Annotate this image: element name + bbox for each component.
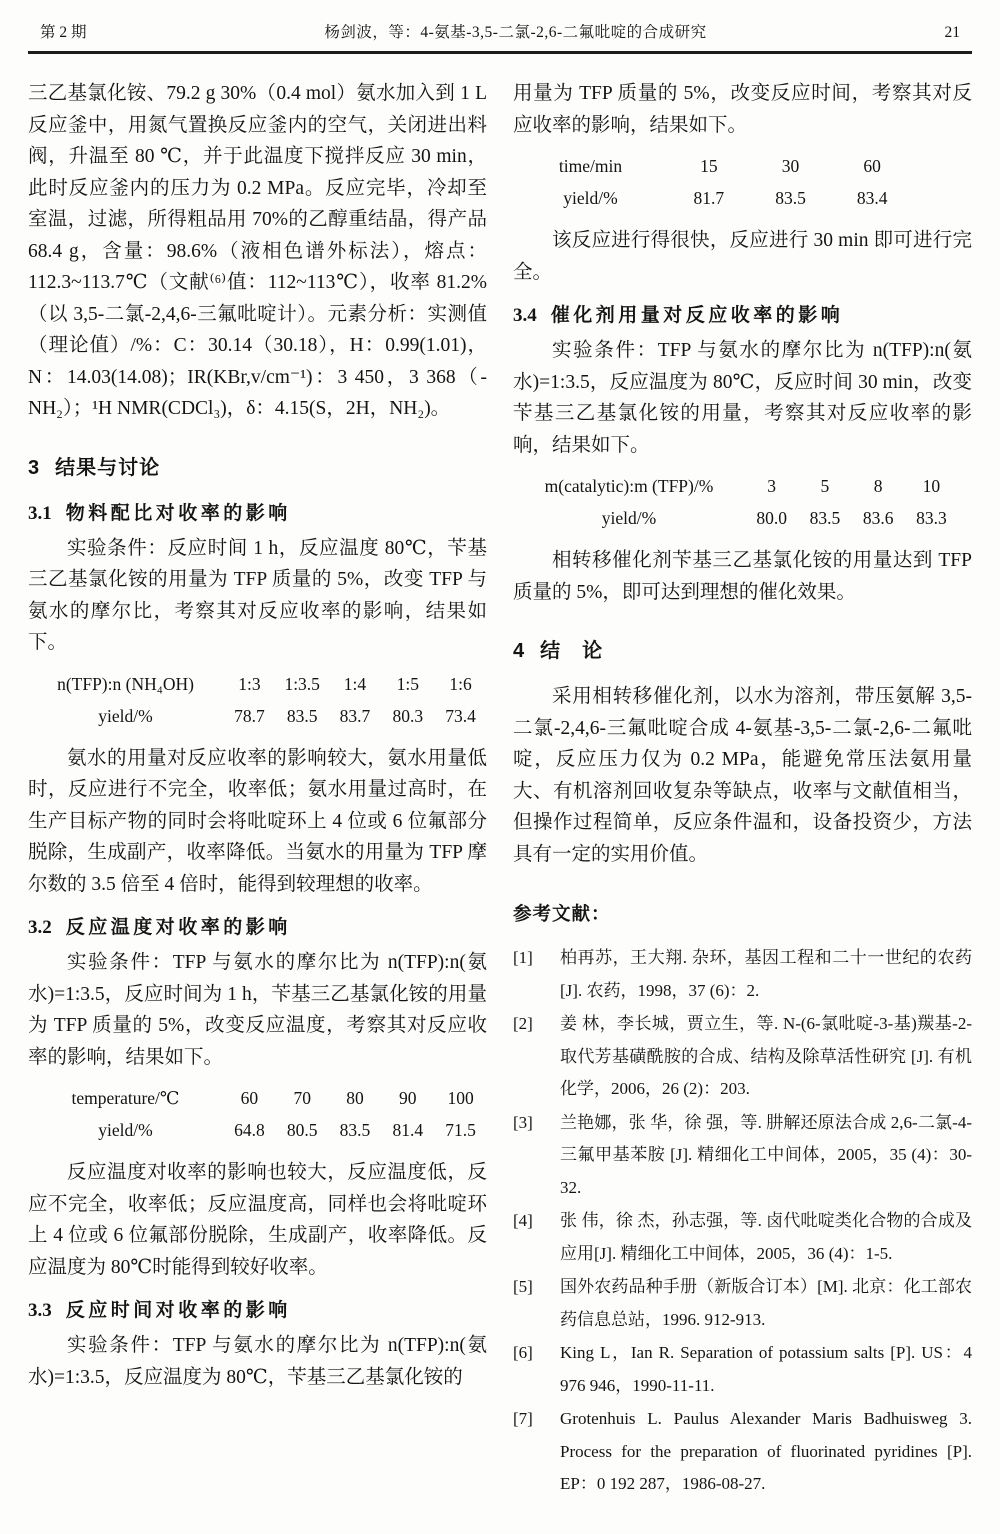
paragraph-conditions-3-1: 实验条件：反应时间 1 h，反应温度 80℃，苄基三乙基氯化铵的用量为 TFP 质量的 5%，改变 TFP 与氨水的摩尔比，考察其对反应收率的影响，结果如下。: [28, 537, 487, 653]
subsection-number: 3.4: [513, 305, 537, 326]
table-cell: 5: [820, 476, 830, 496]
section-heading-conclusion: [513, 634, 972, 663]
subsection-heading-3-1: [28, 498, 487, 525]
table-cell: 60: [863, 156, 881, 176]
references-list: [513, 942, 972, 1501]
table-header-cell: yield/%: [98, 705, 153, 726]
section-heading-results: [28, 451, 487, 480]
subsection-number: 3.2: [28, 917, 52, 938]
table-cell: 8: [873, 476, 883, 496]
table-header-cell: n(TFP):n (NH₄OH): [57, 673, 194, 694]
table-row: [28, 700, 487, 732]
table-cell: 81.7: [693, 188, 725, 208]
table-header-cell: yield/%: [563, 188, 618, 208]
reference-number: [2]: [513, 1014, 533, 1033]
subsection-heading-3-3: [28, 1295, 487, 1322]
reference-number: [3]: [513, 1112, 533, 1132]
paragraph-conclusion: 采用相转移催化剂，以水为溶剂，带压氨解 3,5-二氯-2,4,6-三氟吡啶合成 4-氨基-3,5-二氯-2,6-二氟吡啶，反应压力仅为 0.2 MPa，能避免常压法氨用量大、有机溶剂回收复杂等缺点，收率与文献值相当，但操作过程简单，反应条件温和，设备投资少，方法具有一定的实用价值。: [513, 686, 972, 865]
table-row: [513, 502, 958, 534]
paragraph-experimental-continuation: 三乙基氯化铵、79.2 g 30%（0.4 mol）氨水加入到 1 L 反应釜中，用氮气置换反应釜内的空气，关闭进出料阀，升温至 80 ℃，并于此温度下搅拌反应 30 min，此时反应釜内的压力为 0.2 MPa。反应完毕，冷却至室温，过滤，所得粗品用 70%的乙醇重结晶，得产品 68.4 g，含量：98.6%（液相色谱外标法），熔点：112.3~113.7℃（文献⁽⁶⁾值：112~113℃），收率 81.2%（以 3,5-二氯-2,4,6-三氟吡啶计）。元素分析：实测值（理论值）/%：C：30.14（30.18），H：0.99(1.01)，N：14.03(14.08)；IR(KBr,v/cm⁻¹)：3 450，3 368（-NH₂）；¹H NMR(CDCl₃)，δ：4.15(S，2H，NH₂)。: [28, 83, 487, 419]
subsection-heading-3-4: [513, 300, 972, 327]
table-cell: 83.5: [286, 705, 318, 726]
table-cell: 83.4: [856, 188, 888, 208]
table-cell: 81.4: [392, 1120, 424, 1140]
paragraph-conditions-3-3-continued: 用量为 TFP 质量的 5%，改变反应时间，考察其对反应收率的影响，结果如下。: [513, 83, 972, 136]
table-header-cell: yield/%: [601, 508, 657, 528]
table-row: [28, 1114, 487, 1146]
reference-number: [6]: [513, 1343, 533, 1362]
paragraph-discussion-3-1: 氨水的用量对反应收率的影响较大，氨水用量低时，反应进行不完全，收率低；氨水用量过高时，在生产目标产物的同时会将吡啶环上 4 位或 6 位氟部分脱除，生成副产，收率降低。当氨水的用量为 TFP 摩尔数的 3.5 倍至 4 倍时，能得到较理想的收率。: [28, 747, 487, 895]
page-header: [0, 0, 1000, 42]
reference-item: [513, 1008, 972, 1106]
table-cell: 83.5: [775, 188, 806, 208]
table-row: [513, 470, 958, 502]
table-cell: 30: [781, 156, 800, 176]
table-cell: 73.4: [445, 705, 476, 726]
table-cell: 80.3: [392, 705, 424, 726]
reference-number: [7]: [513, 1409, 533, 1428]
table-cell: 1:4: [343, 673, 367, 694]
table-row: [513, 150, 913, 182]
table-cell: 80: [346, 1088, 364, 1108]
subsection-heading-3-2: [28, 912, 487, 939]
table-cell: 15: [700, 156, 718, 176]
subsection-title: 催化剂用量对反应收率的影响: [550, 305, 844, 326]
section-title: 结 论: [540, 640, 604, 662]
table-cell: 1:5: [396, 673, 419, 694]
data-table-temperature: [28, 1082, 487, 1146]
paragraph-discussion-3-4: 相转移催化剂苄基三乙基氯化铵的用量达到 TFP 质量的 5%，即可达到理想的催化效果。: [513, 550, 972, 603]
table-row: [513, 182, 913, 214]
paragraph-conditions-3-4: 实验条件：TFP 与氨水的摩尔比为 n(TFP):n(氨水)=1:3.5，反应温度为 80℃，反应时间 30 min，改变苄基三乙基氯化铵的用量，考察其对反应收率的影响，结果如下。: [513, 340, 972, 456]
table-cell: 78.7: [234, 705, 265, 726]
reference-number: [4]: [513, 1211, 533, 1230]
table-cell: 80.5: [286, 1120, 318, 1140]
paragraph-conditions-3-2: 实验条件：TFP 与氨水的摩尔比为 n(TFP):n(氨水)=1:3.5，反应时间为 1 h，苄基三乙基氯化铵的用量为 TFP 质量的 5%，改变反应温度，考察其对反应收率的影响，结果如下。: [28, 952, 487, 1068]
table-cell: 83.6: [862, 508, 894, 528]
left-column: [28, 78, 487, 1502]
subsection-number: 3.3: [28, 1300, 52, 1321]
table-header-cell: temperature/℃: [71, 1088, 180, 1108]
data-table-molar-ratio: [28, 668, 487, 732]
table-cell: 3: [767, 476, 776, 496]
table-cell: 60: [240, 1088, 259, 1108]
running-title: 杨剑波，等：4-氨基-3,5-二氯-2,6-二氟吡啶的合成研究: [324, 24, 707, 41]
section-number: 3: [28, 456, 40, 479]
reference-text: 张 伟，徐 杰，孙志强，等. 卤代吡啶类化合物的合成及应用[J]. 精细化工中间体，2005，36 (4)：1-5.: [560, 1211, 972, 1263]
table-cell: 1:3.5: [284, 673, 320, 694]
data-table-time: [513, 150, 913, 214]
table-cell: 64.8: [234, 1120, 265, 1140]
reference-text: 国外农药品种手册（新版合订本）[M]. 北京：化工部农药信息总站，1996. 912-913.: [560, 1277, 972, 1329]
reference-text: King L，Ian R. Separation of potassium salts [P]. US：4 976 946，1990-11-11.: [560, 1343, 972, 1395]
table-row: [28, 668, 487, 700]
two-column-body: [0, 54, 1000, 1502]
table-cell: 80.0: [756, 508, 787, 528]
section-number: 4: [513, 640, 525, 662]
subsection-number: 3.1: [28, 502, 52, 524]
table-cell: 83.3: [916, 508, 947, 528]
data-table-catalyst: [513, 470, 958, 534]
reference-item: [513, 1205, 972, 1270]
paragraph-discussion-3-2: 反应温度对收率的影响也较大，反应温度低，反应不完全，收率低；反应温度高，同样也会将吡啶环上 4 位或 6 位氟部份脱除，生成副产，收率降低。反应温度为 80℃时能得到较好收率。: [28, 1162, 487, 1278]
page-number: 21: [944, 24, 960, 41]
table-cell: 83.5: [339, 1120, 371, 1140]
right-column: [513, 78, 972, 1502]
reference-item: [513, 942, 972, 1007]
table-cell: 83.7: [339, 705, 371, 726]
subsection-title: 反应温度对收率的影响: [65, 917, 291, 938]
reference-number: [1]: [513, 948, 533, 967]
table-header-cell: yield/%: [98, 1120, 153, 1140]
table-cell: 1:3: [238, 673, 261, 694]
table-header-cell: time/min: [558, 156, 623, 176]
reference-item: [513, 1107, 972, 1205]
reference-text: 姜 林，李长城，贾立生，等. N-(6-氯吡啶-3-基)羰基-2-取代芳基磺酰胺的合成、结构及除草活性研究 [J]. 有机化学，2006，26 (2)：203.: [560, 1014, 972, 1098]
table-cell: 1:6: [449, 673, 472, 694]
subsection-title: 物料配比对收率的影响: [65, 502, 291, 524]
reference-text: 兰艳娜，张 华，徐 强，等. 肼解还原法合成 2,6-二氯-4-三氟甲基苯胺 [J]. 精细化工中间体，2005，35 (4)：30-32.: [560, 1112, 972, 1197]
reference-item: [513, 1337, 972, 1402]
table-cell: 83.5: [809, 508, 841, 528]
reference-text: 柏再苏，王大翔. 杂环，基因工程和二十一世纪的农药[J]. 农药，1998，37 (6)：2.: [560, 948, 972, 1000]
table-cell: 100: [447, 1088, 474, 1108]
references-heading: 参考文献：: [513, 903, 611, 924]
reference-item: [513, 1271, 972, 1336]
table-row: [28, 1082, 487, 1114]
reference-number: [5]: [513, 1277, 533, 1296]
table-cell: 71.5: [445, 1120, 476, 1140]
reference-text: Grotenhuis L. Paulus Alexander Maris Badhuisweg 3. Process for the preparation of fluorinated pyridines [P]. EP：0 192 287，1986-08-27.: [560, 1409, 972, 1493]
section-title: 结果与讨论: [55, 456, 161, 479]
table-header-cell: m(catalytic):m (TFP)/%: [544, 476, 714, 496]
paragraph-conditions-3-3-start: 实验条件：TFP 与氨水的摩尔比为 n(TFP):n(氨水)=1:3.5，反应温度为 80℃，苄基三乙基氯化铵的: [28, 1335, 487, 1388]
table-cell: 90: [399, 1088, 417, 1108]
issue-label: 第 2 期: [40, 24, 87, 41]
table-cell: 10: [922, 476, 941, 496]
reference-item: [513, 1403, 972, 1501]
subsection-title: 反应时间对收率的影响: [65, 1300, 291, 1321]
table-cell: 70: [293, 1088, 311, 1108]
paragraph-discussion-3-3: 该反应进行得很快，反应进行 30 min 即可进行完全。: [513, 230, 972, 283]
